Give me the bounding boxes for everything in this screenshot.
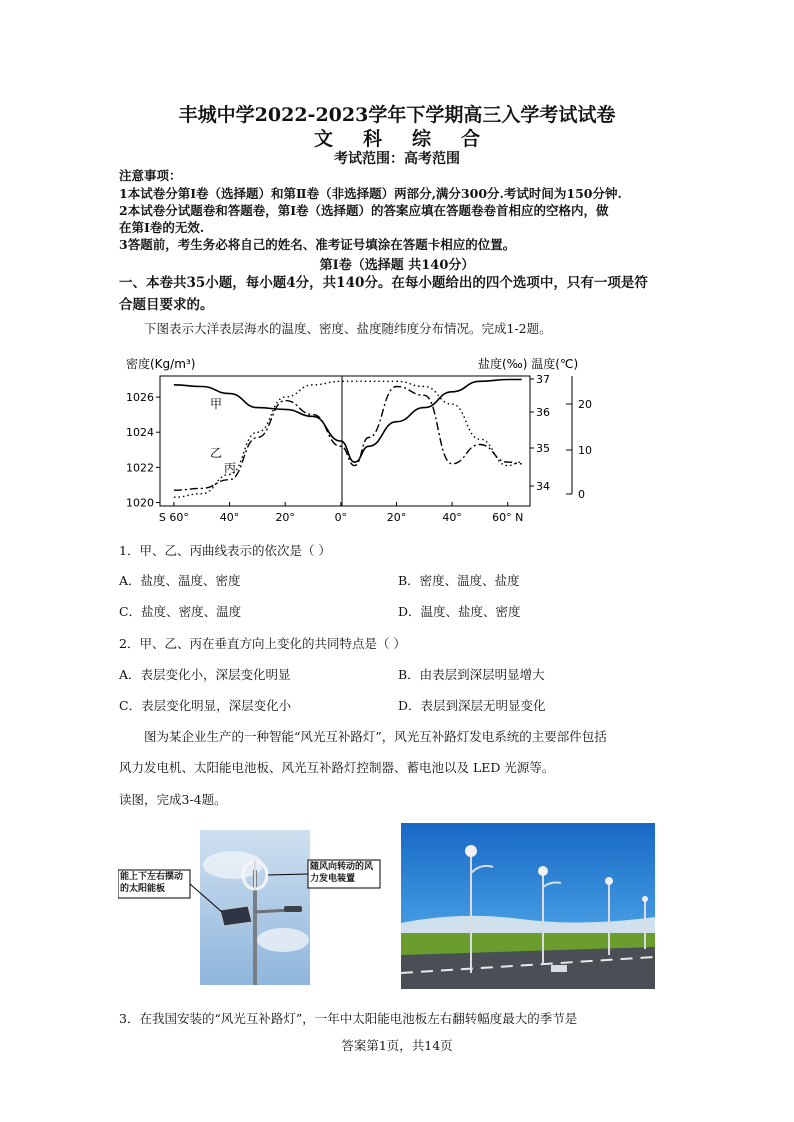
ocean-chart [110,346,610,532]
q2-option-a[interactable]: A．表层变化小，深层变化明显 [119,667,291,682]
question-3-stem: 3．在我国安装的“风光互补路灯”，一年中太阳能电池板左右翻转幅度最大的季节是 [119,1011,578,1026]
q1-option-c[interactable]: C．盐度、密度、温度 [119,604,242,619]
plot-frame [160,376,530,506]
note-item: 在第Ⅰ卷的无效. [119,220,205,235]
x-tick-label: 20° [275,511,295,524]
x-tick-label: 40° [442,511,462,524]
passage-2-line3: 读图，完成3-4题。 [119,792,227,807]
lamp-head-icon [284,906,302,912]
exam-title: 丰城中学2022-2023学年下学期高三入学考试试卷 [178,104,616,126]
page-footer: 答案第1页，共14页 [341,1038,453,1053]
curve-label-yi: 乙 [210,446,223,460]
passage-1: 下图表示大洋表层海水的温度、密度、盐度随纬度分布情况。完成1-2题。 [144,321,552,336]
solar-panel-icon [220,906,252,926]
note-item: 3答题前，考生务必将自己的姓名、准考证号填涂在答题卡相应的位置。 [119,237,516,252]
curve-label-bing: 丙 [224,461,237,475]
q2-option-d[interactable]: D．表层到深层无明显变化 [398,698,546,713]
salinity-tick-label: 35 [536,442,550,455]
q2-option-b[interactable]: B．由表层到深层明显增大 [398,667,545,682]
wind-label: 随风向转动的风力发电装置 [310,862,374,884]
salinity-tick-label: 37 [536,373,550,386]
question-1-stem: 1．甲、乙、丙曲线表示的依次是（ ） [119,543,331,558]
note-item: 1本试卷分第Ⅰ卷（选择题）和第Ⅱ卷（非选择题）两部分,满分300分.考试时间为150分钟. [119,186,622,201]
density-tick-label: 1024 [126,426,154,440]
density-tick-label: 1020 [126,496,154,510]
curve-label-jia: 甲 [210,397,223,411]
x-tick-label: 0° [334,511,348,524]
x-tick-label: 60° N [492,511,524,524]
right-axis-label: 盐度(‰) 温度(℃) [478,357,579,371]
car-icon [551,965,567,972]
density-tick-label: 1026 [126,391,154,405]
temperature-tick-label: 0 [578,488,585,501]
q1-option-a[interactable]: A．盐度、温度、密度 [119,573,241,588]
temperature-tick-label: 10 [578,444,592,457]
salinity-tick-label: 36 [536,406,550,419]
q1-option-d[interactable]: D．温度、盐度、密度 [398,604,521,619]
passage-2-line2: 风力发电机、太阳能电池板、风光互补路灯控制器、蓄电池以及 LED 光源等。 [119,760,555,775]
q2-option-c[interactable]: C．表层变化明显，深层变化小 [119,698,292,713]
section-title: 第Ⅰ卷（选择题 共140分） [319,258,475,273]
x-tick-label: 20° [386,511,407,524]
solar-label: 能上下左右摆动的太阳能板 [120,872,184,894]
x-tick-label: S 60° [158,511,189,524]
salinity-tick-label: 34 [536,480,550,493]
question-2-stem: 2．甲、乙、丙在垂直方向上变化的共同特点是（ ） [119,636,406,651]
passage-2-line1: 图为某企业生产的一种智能“风光互补路灯”，风光互补路灯发电系统的主要部件包括 [144,729,607,744]
notes-heading: 注意事项： [119,168,182,183]
temperature-tick-label: 20 [578,398,592,411]
density-tick-label: 1022 [126,461,154,475]
exam-scope: 考试范围：高考范围 [334,151,460,167]
density-axis-label: 密度(Kg/m³) [126,357,196,371]
q1-option-b[interactable]: B．密度、温度、盐度 [398,573,520,588]
section-instruction: 合题目要求的。 [119,297,214,313]
section-instruction: 一、本卷共35小题，每小题4分，共140分。在每小题给出的四个选项中，只有一项是符 [119,275,648,291]
roadside-lamps-photo [401,823,655,989]
lamp-closeup-photo [118,830,388,985]
x-tick-label: 40° [219,511,240,524]
subject-title: 文科综合 [313,128,510,150]
note-item: 2本试卷分试题卷和答题卷，第Ⅰ卷（选择题）的答案应填在答题卷卷首相应的空格内，做 [119,203,609,218]
